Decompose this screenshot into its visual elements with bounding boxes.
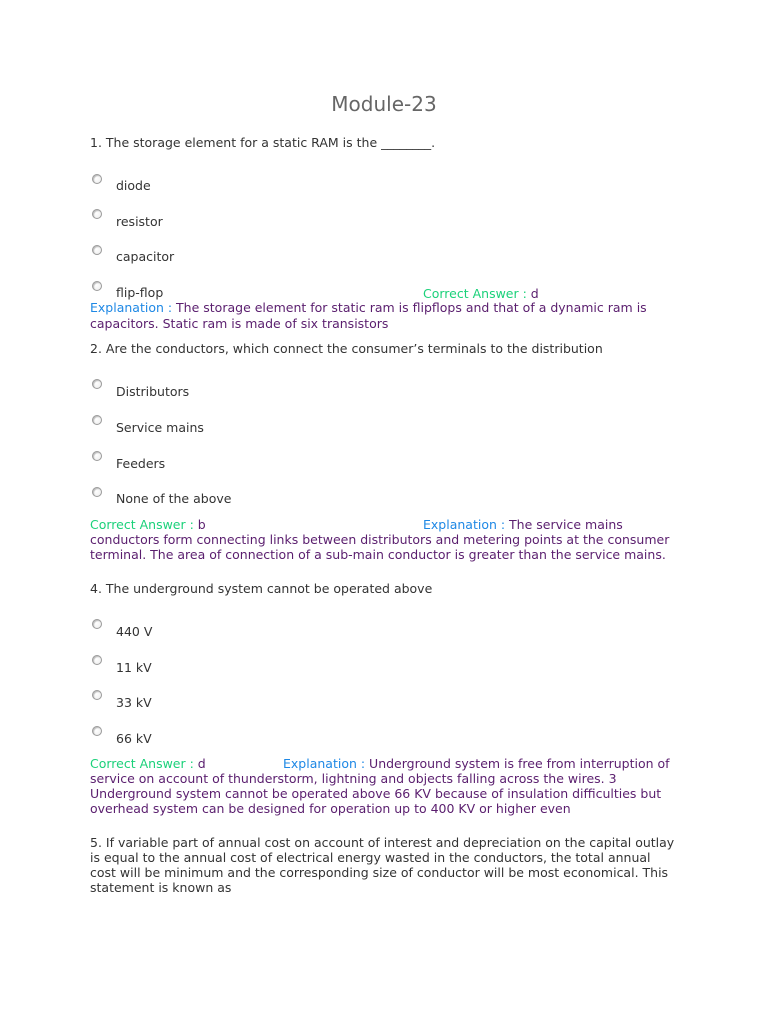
q4-option-d-radio[interactable] (92, 726, 102, 736)
q2-answer-value: b (193, 517, 206, 532)
q2-option-d-radio[interactable] (92, 487, 102, 497)
q1-answer-label: Correct Answer : (423, 286, 527, 301)
question-2-text: 2. Are the conductors, which connect the consumer’s terminals to the distribution (90, 341, 603, 356)
q2-option-b-label: Service mains (116, 420, 204, 435)
q1-option-c-label: capacitor (116, 249, 175, 264)
q1-option-d-radio[interactable] (92, 281, 102, 291)
q2-explanation-line-2: conductors form connecting links between distributors and metering points at the consumer (90, 532, 670, 547)
question-1-text: 1. The storage element for a static RAM is the ________. (90, 135, 436, 150)
question-4-text: 4. The underground system cannot be operated above (90, 581, 433, 596)
q4-answer-value: d (193, 756, 206, 771)
q4-option-b-label: 11 kV (116, 660, 152, 675)
q4-explanation-line-3: Underground system cannot be operated above 66 KV because of insulation difficulties but (90, 786, 662, 801)
q1-explanation-line-1: Explanation : The storage element for static ram is flipflops and that of a dynamic ram is (90, 300, 647, 315)
q1-option-d-label: flip-flop (116, 285, 164, 300)
q2-option-c-radio[interactable] (92, 451, 102, 461)
q4-explanation-line-2: service on account of thunderstorm, lightning and objects falling across the wires. 3 (90, 771, 617, 786)
q1-option-b-radio[interactable] (92, 209, 102, 219)
q4-option-a-label: 440 V (116, 624, 153, 639)
q4-option-c-label: 33 kV (116, 695, 152, 710)
q4-option-d-label: 66 kV (116, 731, 152, 746)
q1-option-b-label: resistor (116, 214, 163, 229)
question-5-line-4: statement is known as (90, 880, 232, 895)
question-5-line-1: 5. If variable part of annual cost on account of interest and depreciation on the capital outlay (90, 835, 675, 850)
q2-option-b-radio[interactable] (92, 415, 102, 425)
q2-explanation-line-1: Explanation : The service mains (423, 517, 623, 532)
page-title: Module-23 (331, 92, 437, 116)
q4-explanation-line-4: overhead system can be designed for operation up to 400 KV or higher even (90, 801, 571, 816)
q1-option-a-radio[interactable] (92, 174, 102, 184)
q4-correct-answer (90, 756, 206, 771)
q2-correct-answer (90, 517, 206, 532)
q2-option-a-label: Distributors (116, 384, 190, 399)
q2-explanation-label: Explanation : (423, 517, 506, 532)
q2-answer-label: Correct Answer : (90, 517, 194, 532)
question-5-line-3: cost will be minimum and the corresponding size of conductor will be most economical. This (90, 865, 669, 880)
q1-correct-answer (423, 286, 539, 301)
q4-explanation-line-1: Explanation : Underground system is free from interruption of (283, 756, 670, 771)
question-5-line-2: is equal to the annual cost of electrical energy wasted in the conductors, the total annual (90, 850, 651, 865)
q1-explanation-line-2: capacitors. Static ram is made of six transistors (90, 316, 389, 331)
q4-option-b-radio[interactable] (92, 655, 102, 665)
q4-explanation-label: Explanation : (283, 756, 366, 771)
q2-option-a-radio[interactable] (92, 379, 102, 389)
q2-explanation-line-3: terminal. The area of connection of a sub-main conductor is greater than the service mains. (90, 547, 666, 562)
q1-explanation-label: Explanation : (90, 300, 173, 315)
q2-option-c-label: Feeders (116, 456, 166, 471)
q2-option-d-label: None of the above (116, 491, 232, 506)
q1-option-c-radio[interactable] (92, 245, 102, 255)
q1-option-a-label: diode (116, 178, 151, 193)
q4-option-a-radio[interactable] (92, 619, 102, 629)
q1-answer-value: d (526, 286, 539, 301)
q4-answer-label: Correct Answer : (90, 756, 194, 771)
q4-option-c-radio[interactable] (92, 690, 102, 700)
